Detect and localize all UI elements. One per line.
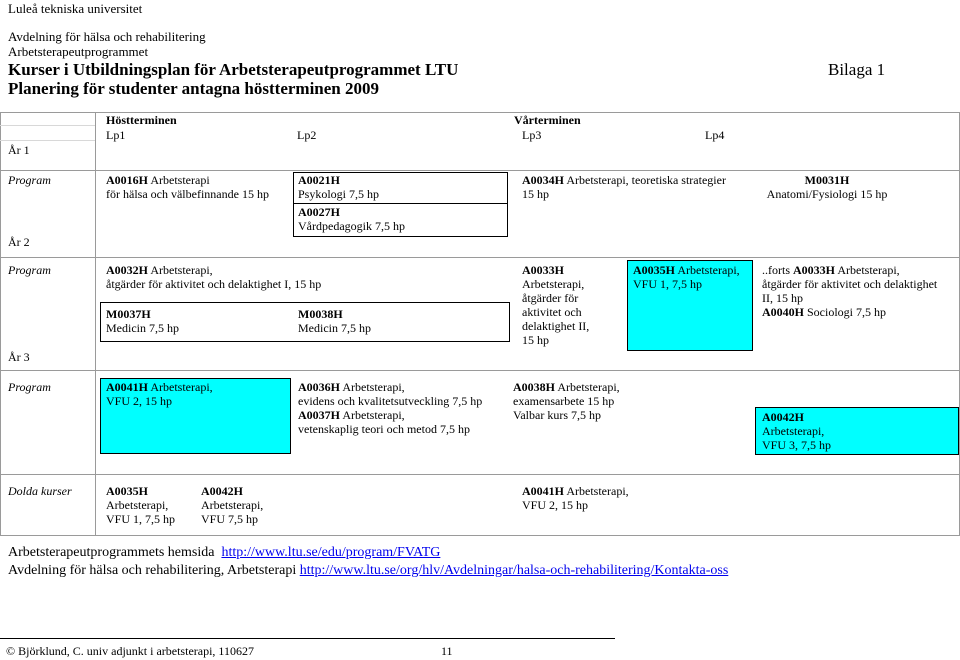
university-name: Luleå tekniska universitet (8, 1, 143, 16)
department-contact-link[interactable]: http://www.ltu.se/org/hlv/Avdelningar/halsa-och-rehabilitering/Kontakta-oss (299, 563, 729, 578)
period-lp3: Lp3 (522, 128, 542, 142)
course-A0034H: A0034H Arbetsterapi, teoretiska strategier 15 hp (522, 173, 726, 201)
copyright-text: © Björklund, C. univ adjunkt i arbetsterapi, 110627 (6, 644, 254, 658)
course-A0033H-continued: ..forts A0033H Arbetsterapi, åtgärder för aktivitet och delaktighet II, 15 hp A0040H Sociologi 7,5 hp (762, 263, 938, 319)
period-lp1: Lp1 (106, 128, 126, 142)
program-homepage-link[interactable]: http://www.ltu.se/edu/program/FVATG (221, 545, 441, 560)
hidden-course-A0035H: A0035H Arbetsterapi, VFU 1, 7,5 hp (106, 484, 176, 526)
course-A0021H: A0021H Psykologi 7,5 hp (298, 173, 380, 201)
period-lp2: Lp2 (297, 128, 317, 142)
year-label-1: År 1 (8, 143, 30, 157)
course-A0027H: A0027H Vårdpedagogik 7,5 hp (298, 205, 405, 233)
course-A0016H: A0016H Arbetsterapi för hälsa och välbefinnande 15 hp (106, 173, 269, 201)
program-homepage-line: Arbetsterapeutprogrammets hemsida http://www.ltu.se/edu/program/FVATG (8, 545, 441, 560)
year-label-2: År 2 (8, 235, 30, 249)
course-A0038H: A0038H Arbetsterapi, examensarbete 15 hp Valbar kurs 7,5 hp (513, 380, 620, 422)
appendix-label: Bilaga 1 (828, 60, 886, 79)
page-title: Kurser i Utbildningsplan för Arbetsterapeutprogrammet LTU (8, 60, 459, 79)
course-M0038H: M0038H Medicin 7,5 hp (298, 307, 371, 335)
row-label-hidden-courses: Dolda kurser (8, 484, 72, 498)
course-A0035H: A0035H Arbetsterapi, VFU 1, 7,5 hp (633, 263, 740, 291)
row-label-program: Program (8, 263, 51, 277)
year-label-3: År 3 (8, 350, 30, 364)
course-A0032H: A0032H Arbetsterapi, åtgärder för aktivitet och delaktighet I, 15 hp (106, 263, 322, 291)
period-lp4: Lp4 (705, 128, 725, 142)
department-contact-line: Avdelning för hälsa och rehabilitering, Arbetsterapi http://www.ltu.se/org/hlv/Avdelningar/halsa-och-rehabilitering/Kontakta-oss (8, 563, 729, 578)
department-name: Avdelning för hälsa och rehabilitering (8, 29, 206, 44)
course-M0037H: M0037H Medicin 7,5 hp (106, 307, 179, 335)
program-name: Arbetsterapeutprogrammet (8, 44, 149, 59)
course-A0033H: A0033H Arbetsterapi, åtgärder för aktivitet och delaktighet II, 15 hp (522, 263, 590, 347)
course-A0042H: A0042H Arbetsterapi, VFU 3, 7,5 hp (762, 410, 832, 452)
row-label-program: Program (8, 173, 51, 187)
page-number: 11 (441, 644, 453, 658)
course-A0036H: A0036H Arbetsterapi, evidens och kvalitetsutveckling 7,5 hp A0037H Arbetsterapi, vetenskaplig teori och metod 7,5 hp (298, 380, 483, 436)
spring-term-header: Vårterminen (514, 113, 581, 127)
autumn-term-header: Höstterminen (106, 113, 177, 127)
page-subtitle: Planering för studenter antagna höstterminen 2009 (8, 79, 380, 98)
row-label-program: Program (8, 380, 51, 394)
course-M0031H: M0031H Anatomi/Fysiologi 15 hp (766, 173, 888, 201)
course-A0041H: A0041H Arbetsterapi, VFU 2, 15 hp (106, 380, 213, 408)
hidden-course-A0042H: A0042H Arbetsterapi, VFU 7,5 hp (201, 484, 264, 526)
hidden-course-A0041H: A0041H Arbetsterapi, VFU 2, 15 hp (522, 484, 629, 512)
